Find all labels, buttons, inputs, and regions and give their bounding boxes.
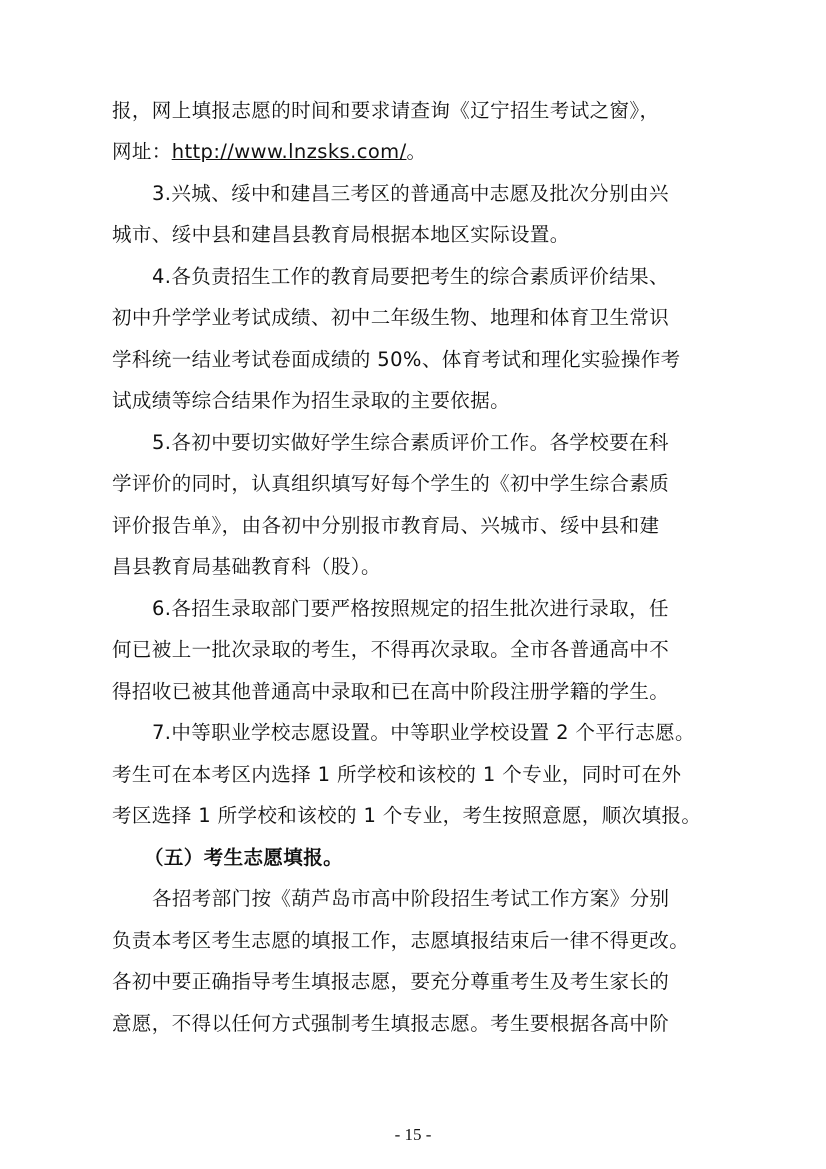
text-line: 意愿，不得以任何方式强制考生填报志愿。考生要根据各高中阶 bbox=[112, 1012, 670, 1035]
text-line: 3.兴城、绥中和建昌三考区的普通高中志愿及批次分别由兴 bbox=[152, 182, 669, 205]
section-heading: （五）考生志愿填报。 bbox=[144, 846, 344, 869]
text-line: 昌县教育局基础教育科（股）。 bbox=[112, 555, 381, 578]
website-line bbox=[112, 138, 718, 166]
text-line: 6.各招生录取部门要严格按照规定的招生批次进行录取，任 bbox=[152, 597, 669, 620]
text-line: 试成绩等综合结果作为招生录取的主要依据。 bbox=[112, 389, 511, 412]
text-line: 各初中要正确指导考生填报志愿，要充分尊重考生及考生家长的 bbox=[112, 970, 670, 993]
text-line: 各招考部门按《葫芦岛市高中阶段招生考试工作方案》分别 bbox=[152, 887, 670, 910]
text-line: 4.各负责招生工作的教育局要把考生的综合素质评价结果、 bbox=[152, 265, 669, 288]
text-line: 考区选择 1 所学校和该校的 1 个专业，考生按照意愿，顺次填报。 bbox=[112, 804, 702, 827]
text-line: 学科统一结业考试卷面成绩的 50%、体育考试和理化实验操作考 bbox=[112, 348, 681, 371]
text-line: 得招收已被其他普通高中录取和已在高中阶段注册学籍的学生。 bbox=[112, 680, 670, 703]
text-line: 评价报告单》，由各初中分别报市教育局、兴城市、绥中县和建 bbox=[112, 514, 660, 537]
text-line: 城市、绥中县和建昌县教育局根据本地区实际设置。 bbox=[112, 223, 570, 246]
text-line: 7.中等职业学校志愿设置。中等职业学校设置 2 个平行志愿。 bbox=[152, 721, 695, 744]
website-label: 网址： bbox=[112, 140, 172, 163]
website-link[interactable]: http://www.lnzsks.com/ bbox=[171, 140, 407, 163]
text-line: 何已被上一批次录取的考生，不得再次录取。全市各普通高中不 bbox=[112, 638, 670, 661]
page-number: - 15 - bbox=[394, 1125, 432, 1144]
text-line: 5.各初中要切实做好学生综合素质评价工作。各学校要在科 bbox=[152, 431, 669, 454]
text-line: 初中升学学业考试成绩、初中二年级生物、地理和体育卫生常识 bbox=[112, 306, 670, 329]
text-line: 学评价的同时，认真组织填写好每个学生的《初中学生综合素质 bbox=[112, 472, 670, 495]
text-line: 负责本考区考生志愿的填报工作，志愿填报结束后一律不得更改。 bbox=[112, 929, 690, 952]
text-line: 考生可在本考区内选择 1 所学校和该校的 1 个专业，同时可在外 bbox=[112, 763, 682, 786]
text-line: 报，网上填报志愿的时间和要求请查询《辽宁招生考试之窗》， bbox=[112, 99, 660, 122]
website-suffix: 。 bbox=[406, 140, 427, 163]
